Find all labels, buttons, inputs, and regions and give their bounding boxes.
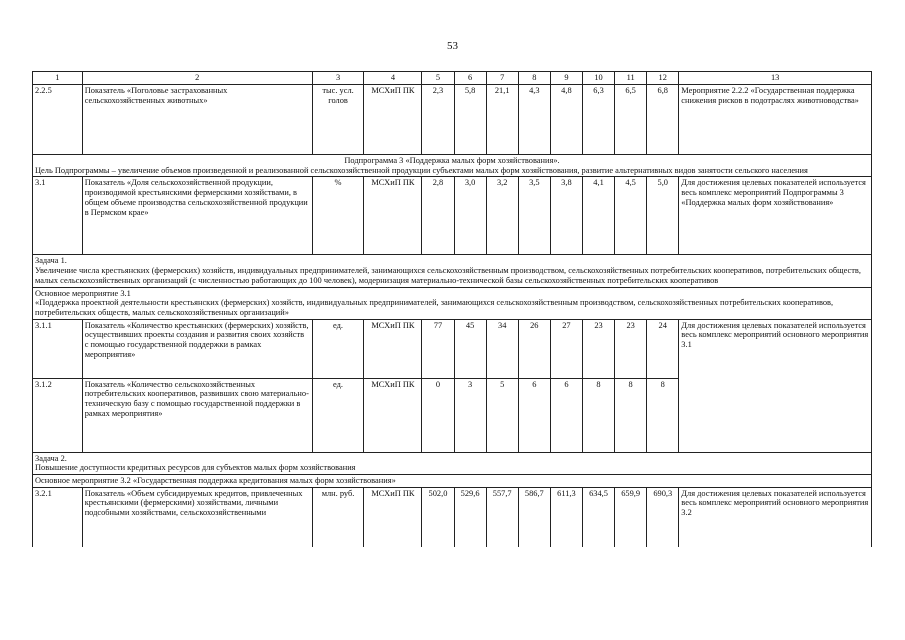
value-cell: 611,3 [550, 487, 582, 547]
measure-text: «Поддержка проектной деятельности крестьянских (фермерских) хозяйств, индивидуальных предпринимателей, занимающихся сельскохозяйственным производством, сельскохозяйственных потребительских кооперативов, потребительских обществ, малых сельскохозяйственных организаций» [35, 298, 834, 317]
value-cell: 77 [422, 319, 454, 378]
unit: % [312, 177, 364, 255]
section-row [33, 287, 872, 319]
responsible-org: МСХиП ПК [364, 378, 422, 452]
value-cell: 6,5 [615, 85, 647, 155]
task-text: Увеличение числа крестьянских (фермерских) хозяйств, индивидуальных предпринимателей, занимающихся сельскохозяйственным производством, сельскохозяйственных потребительских кооперативов, потребительских обществ, малых сельскохозяйственных организаций (с численностью работающих до 100 человек), модернизация материально-технической базы сельскохозяйственных потребительских кооперативов [35, 266, 861, 285]
value-cell: 634,5 [582, 487, 614, 547]
header-row [33, 72, 872, 85]
header-cell: 10 [582, 72, 614, 85]
value-cell: 45 [454, 319, 486, 378]
unit: тыс. усл. голов [312, 85, 364, 155]
task-text: Повышение доступности кредитных ресурсов для субъектов малых форм хозяйствования [35, 463, 356, 473]
subprogram-goal: Цель Подпрограммы – увеличение объемов произведенной и реализованной сельскохозяйственной продукции субъектами малых форм хозяйствования, развитие альтернативных видов занятости сельского населения [35, 165, 808, 175]
note-cell [679, 378, 872, 452]
header-cell: 13 [679, 72, 872, 85]
task-heading [33, 255, 872, 287]
indicator-name: Показатель «Объем субсидируемых кредитов, привлеченных крестьянскими (фермерскими) хозяйствами, личными подсобными хозяйствами, сельскохозяйственными [82, 487, 312, 547]
header-cell: 7 [486, 72, 518, 85]
measure-title: Основное мероприятие 3.1 [35, 288, 131, 298]
unit: ед. [312, 319, 364, 378]
header-cell: 6 [454, 72, 486, 85]
responsible-org: МСХиП ПК [364, 319, 422, 378]
value-cell: 2,8 [422, 177, 454, 255]
header-cell: 3 [312, 72, 364, 85]
value-cell: 3 [454, 378, 486, 452]
header-cell: 9 [550, 72, 582, 85]
task-heading [33, 452, 872, 474]
note-cell: Для достижения целевых показателей используется весь комплекс мероприятий Подпрограммы 3 «Поддержка малых форм хозяйствования» [679, 177, 872, 255]
section-row [33, 452, 872, 474]
value-cell: 6 [518, 378, 550, 452]
indicator-name: Показатель «Доля сельскохозяйственной продукции, производимой крестьянскими фермерскими хозяйствами, в общем объеме производства сельскохозяйственной продукции в Пермском крае» [82, 177, 312, 255]
value-cell: 26 [518, 319, 550, 378]
header-cell: 5 [422, 72, 454, 85]
table-row [33, 177, 872, 255]
indicators-table [32, 71, 872, 547]
note-cell: Для достижения целевых показателей используется весь комплекс мероприятий основного мероприятия 3.2 [679, 487, 872, 547]
task-title: Задача 1. [35, 256, 67, 266]
table-row [33, 319, 872, 378]
subprogram-title: Подпрограмма 3 «Поддержка малых форм хозяйствования». [344, 156, 560, 165]
value-cell: 529,6 [454, 487, 486, 547]
value-cell: 6 [550, 378, 582, 452]
value-cell: 6,8 [647, 85, 679, 155]
indicator-name: Показатель «Поголовье застрахованных сельскохозяйственных животных» [82, 85, 312, 155]
value-cell: 502,0 [422, 487, 454, 547]
value-cell: 0 [422, 378, 454, 452]
note-cell: Для достижения целевых показателей используется весь комплекс мероприятий основного мероприятия 3.1 [679, 319, 872, 378]
value-cell: 690,3 [647, 487, 679, 547]
value-cell: 8 [647, 378, 679, 452]
row-code: 2.2.5 [33, 85, 83, 155]
note-cell: Мероприятие 2.2.2 «Государственная поддержка снижения рисков в подотраслях животноводства» [679, 85, 872, 155]
value-cell: 2,3 [422, 85, 454, 155]
value-cell: 586,7 [518, 487, 550, 547]
value-cell: 4,5 [615, 177, 647, 255]
responsible-org: МСХиП ПК [364, 85, 422, 155]
unit: ед. [312, 378, 364, 452]
value-cell: 34 [486, 319, 518, 378]
value-cell: 659,9 [615, 487, 647, 547]
table-row [33, 85, 872, 155]
indicator-name: Показатель «Количество сельскохозяйственных потребительских кооперативов, развивших свою материально-техническую базу с помощью государственной поддержки в рамках мероприятия» [82, 378, 312, 452]
subprogram-heading [33, 155, 872, 177]
value-cell: 6,3 [582, 85, 614, 155]
measure-heading: Основное мероприятие 3.2 «Государственная поддержка кредитования малых форм хозяйствования» [33, 475, 872, 488]
section-row [33, 475, 872, 488]
task-title: Задача 2. [35, 453, 67, 463]
header-cell: 4 [364, 72, 422, 85]
value-cell: 5,0 [647, 177, 679, 255]
value-cell: 8 [615, 378, 647, 452]
header-cell: 2 [82, 72, 312, 85]
value-cell: 3,0 [454, 177, 486, 255]
row-code: 3.2.1 [33, 487, 83, 547]
value-cell: 3,5 [518, 177, 550, 255]
header-cell: 8 [518, 72, 550, 85]
page-number: 53 [447, 40, 458, 52]
value-cell: 5,8 [454, 85, 486, 155]
table-row [33, 487, 872, 547]
header-cell: 12 [647, 72, 679, 85]
value-cell: 3,8 [550, 177, 582, 255]
value-cell: 5 [486, 378, 518, 452]
value-cell: 557,7 [486, 487, 518, 547]
row-code: 3.1 [33, 177, 83, 255]
value-cell: 4,8 [550, 85, 582, 155]
measure-heading [33, 287, 872, 319]
header-cell: 1 [33, 72, 83, 85]
value-cell: 23 [582, 319, 614, 378]
value-cell: 23 [615, 319, 647, 378]
value-cell: 3,2 [486, 177, 518, 255]
unit: млн. руб. [312, 487, 364, 547]
value-cell: 8 [582, 378, 614, 452]
section-row [33, 255, 872, 287]
responsible-org: МСХиП ПК [364, 177, 422, 255]
value-cell: 21,1 [486, 85, 518, 155]
header-cell: 11 [615, 72, 647, 85]
value-cell: 24 [647, 319, 679, 378]
indicator-name: Показатель «Количество крестьянских (фермерских) хозяйств, осуществивших проекты создания и развития своих хозяйств с помощью государственной поддержки в рамках мероприятия» [82, 319, 312, 378]
value-cell: 4,1 [582, 177, 614, 255]
row-code: 3.1.1 [33, 319, 83, 378]
value-cell: 4,3 [518, 85, 550, 155]
value-cell: 27 [550, 319, 582, 378]
responsible-org: МСХиП ПК [364, 487, 422, 547]
row-code: 3.1.2 [33, 378, 83, 452]
table-row [33, 378, 872, 452]
section-row [33, 155, 872, 177]
